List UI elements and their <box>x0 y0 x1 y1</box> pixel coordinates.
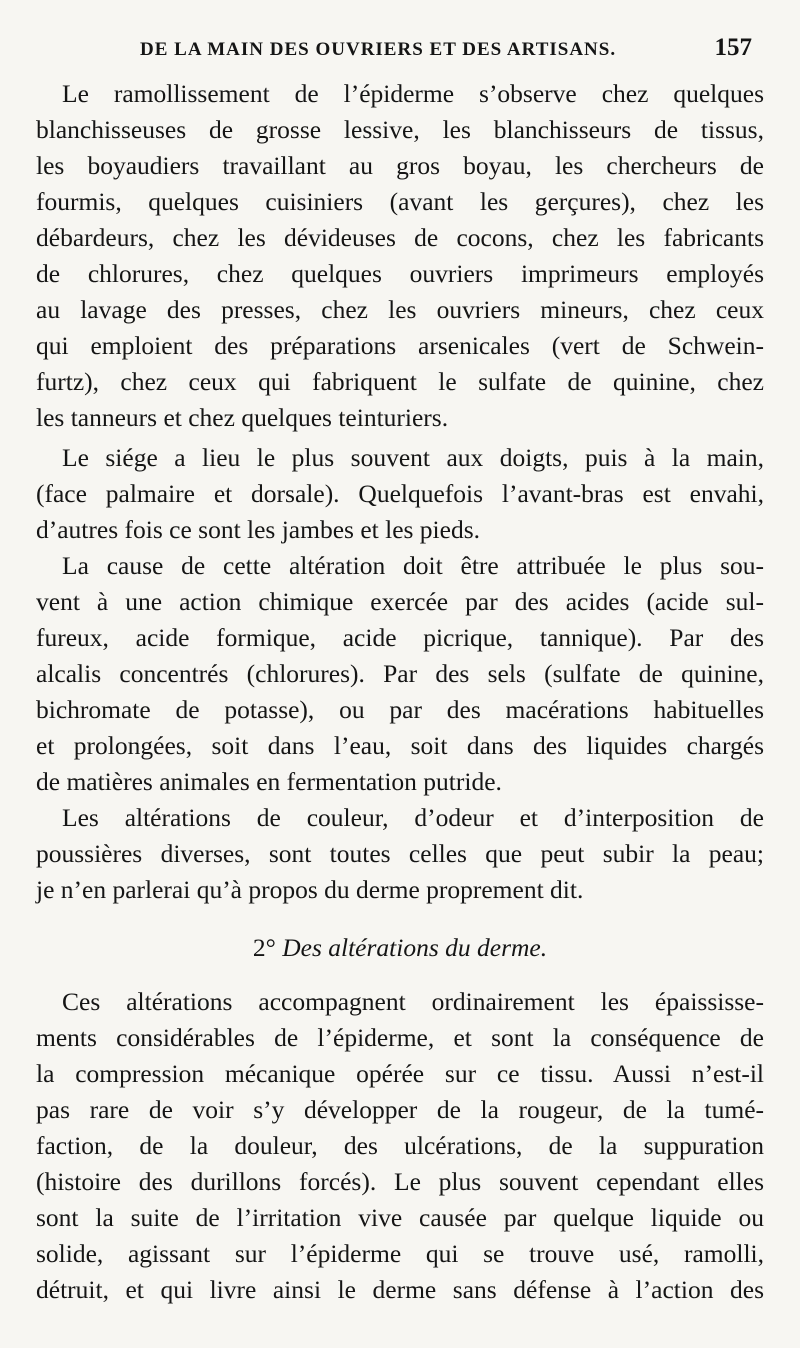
text-line: fureux, acide formique, acide picrique, tannique). Par des <box>36 623 764 652</box>
text-line: qui emploient des préparations arsenicales (vert de Schwein- <box>36 331 764 360</box>
text-line: Les altérations de couleur, d’odeur et d’interposition de <box>62 803 764 832</box>
text-line: solide, agissant sur l’épiderme qui se trouve usé, ramolli, <box>36 1239 764 1268</box>
text-line: fourmis, quelques cuisiniers (avant les gerçures), chez les <box>36 187 764 216</box>
text-line: Le ramollissement de l’épiderme s’observe chez quelques <box>62 79 764 108</box>
paragraph-derme <box>0 984 800 1308</box>
text-line: débardeurs, chez les dévideuses de cocons, chez les fabricants <box>36 223 764 252</box>
text-line: furtz), chez ceux qui fabriquent le sulfate de quinine, chez <box>36 367 764 396</box>
text-line: détruit, et qui livre ainsi le derme sans défense à l’action des <box>36 1275 764 1304</box>
running-head: DE LA MAIN DES OUVRIERS ET DES ARTISANS. <box>140 39 617 60</box>
text-line: de chlorures, chez quelques ouvriers imprimeurs employés <box>36 259 764 288</box>
text-line: je n’en parlerai qu’à propos du derme proprement dit. <box>36 875 584 904</box>
text-line: alcalis concentrés (chlorures). Par des sels (sulfate de quinine, <box>36 659 764 688</box>
text-line: et prolongées, soit dans l’eau, soit dans des liquides chargés <box>36 731 764 760</box>
section-heading <box>0 930 800 966</box>
paragraph-couleur <box>0 800 800 908</box>
text-line: de matières animales en fermentation putride. <box>36 767 502 796</box>
text-line: ments considérables de l’épiderme, et sont la conséquence de <box>36 1023 764 1052</box>
text-line: d’autres fois ce sont les jambes et les pieds. <box>36 515 481 544</box>
text-line: vent à une action chimique exercée par des acides (acide sul- <box>36 587 764 616</box>
text-line: blanchisseuses de grosse lessive, les blanchisseurs de tissus, <box>36 115 764 144</box>
text-line: poussières diverses, sont toutes celles que peut subir la peau; <box>36 839 764 868</box>
text-line: Ces altérations accompagnent ordinairement les épaississe- <box>62 987 764 1016</box>
text-line: au lavage des presses, chez les ouvriers mineurs, chez ceux <box>36 295 764 324</box>
paragraph-ramollissement <box>0 76 800 436</box>
text-line: sont la suite de l’irritation vive causée par quelque liquide ou <box>36 1203 764 1232</box>
page-number: 157 <box>714 34 752 61</box>
text-line: Le siége a lieu le plus souvent aux doigts, puis à la main, <box>62 443 764 472</box>
paragraph-cause <box>0 548 800 800</box>
text-line: la compression mécanique opérée sur ce tissu. Aussi n’est-il <box>36 1059 764 1088</box>
text-line: bichromate de potasse), ou par des macérations habituelles <box>36 695 764 724</box>
text-line: La cause de cette altération doit être attribuée le plus sou- <box>62 551 764 580</box>
text-line: faction, de la douleur, des ulcérations, de la suppuration <box>36 1131 764 1160</box>
text-line: les boyaudiers travaillant au gros boyau, les chercheurs de <box>36 151 764 180</box>
section-number: 2° <box>252 933 276 962</box>
text-line: (histoire des durillons forcés). Le plus souvent cependant elles <box>36 1167 764 1196</box>
text-line: pas rare de voir s’y développer de la rougeur, de la tumé- <box>36 1095 764 1124</box>
text-line: les tanneurs et chez quelques teinturiers. <box>36 403 449 432</box>
paragraph-siege <box>0 440 800 548</box>
page-header <box>140 34 752 70</box>
section-title: Des altérations du derme. <box>282 933 548 962</box>
text-line: (face palmaire et dorsale). Quelquefois l’avant-bras est envahi, <box>36 479 764 508</box>
